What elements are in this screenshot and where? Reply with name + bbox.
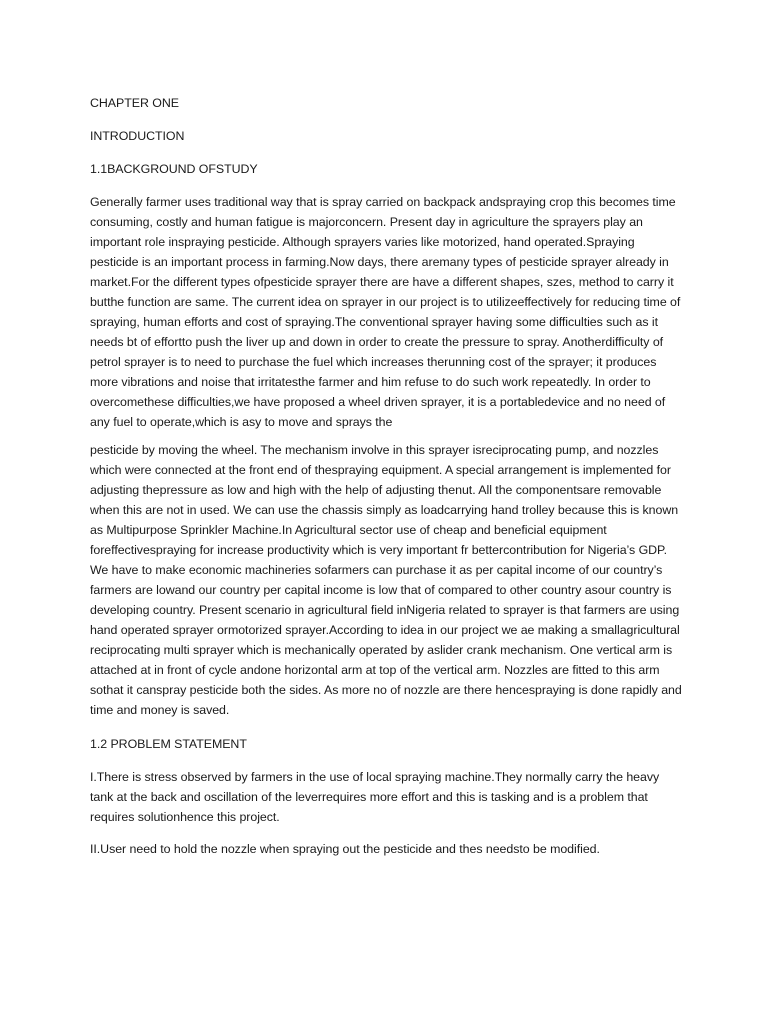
section-heading-introduction: INTRODUCTION [90,129,185,143]
subsection-heading-background: 1.1BACKGROUND OFSTUDY [90,162,258,176]
background-paragraph-2: pesticide by moving the wheel. The mechanism involve in this sprayer isreciprocating pump, and nozzles which were connected at the front end of thespraying equipment. A special arrangement is implemented for adjusting thepressure as low and high with the help of adjusting thenut. All the componentsare removable when this are not in used. We can use the chassis simply as loadcarrying hand trolley because this is known as Multipurpose Sprinkler Machine.In Agricultural sector use of cheap and beneficial equipment foreffectivespraying for increase productivity which is very important fr bettercontribution for Nigeria’s GDP. We have to make economic machineries sofarmers can purchase it as per capital income of our country’s farmers are lowand our country per capital income is low that of compared to other country asour country is developing country. Present scenario in agricultural field inNigeria related to sprayer is that farmers are using hand operated sprayer ormotorized sprayer.According to idea in our project we ae making a smallagricultural reciprocating multi sprayer which is mechanically operated by aslider crank mechanism. One vertical arm is attached at in front of cycle andone horizontal arm at top of the vertical arm. Nozzles are fitted to this arm sothat it canspray pesticide both the sides. As more no of nozzle are there hencespraying is done rapidly and time and money is saved. [90,443,682,717]
problem-item-1: I.There is stress observed by farmers in the use of local spraying machine.They normally carry the heavy tank at the back and oscillation of the leverrequires more effort and this is tasking and is a problem that requires solutionhence this project. [90,770,660,824]
subsection-heading-problem-statement: 1.2 PROBLEM STATEMENT [90,737,247,751]
problem-item-2: II.User need to hold the nozzle when spraying out the pesticide and thes needsto be modified. [90,842,600,856]
background-paragraph-1: Generally farmer uses traditional way that is spray carried on backpack andspraying crop this becomes time consuming, costly and human fatigue is majorconcern. Present day in agriculture the sprayers play an important role inspraying pesticide. Although sprayers varies like motorized, hand operated.Spraying pesticide is an important process in farming.Now days, there aremany types of pesticide sprayer already in market.For the different types ofpesticide sprayer there are have a different shapes, szes, method to carry it butthe function are same. The current idea on sprayer in our project is to utilizeeffectively for reducing time of spraying, human efforts and cost of spraying.The conventional sprayer having some difficulties such as it needs bt of effortto push the liver up and down in order to create the pressure to spray. Anotherdifficulty of petrol sprayer is to need to purchase the fuel which increases therunning cost of the sprayer; it produces more vibrations and noise that irritatesthe farmer and him refuse to do such work repeatedly. In order to overcomethese difficulties,we have proposed a wheel driven sprayer, it is a portabledevice and no need of any fuel to operate,which is asy to move and sprays the [90,195,681,429]
document-body [90,93,682,859]
chapter-heading: CHAPTER ONE [90,96,179,110]
